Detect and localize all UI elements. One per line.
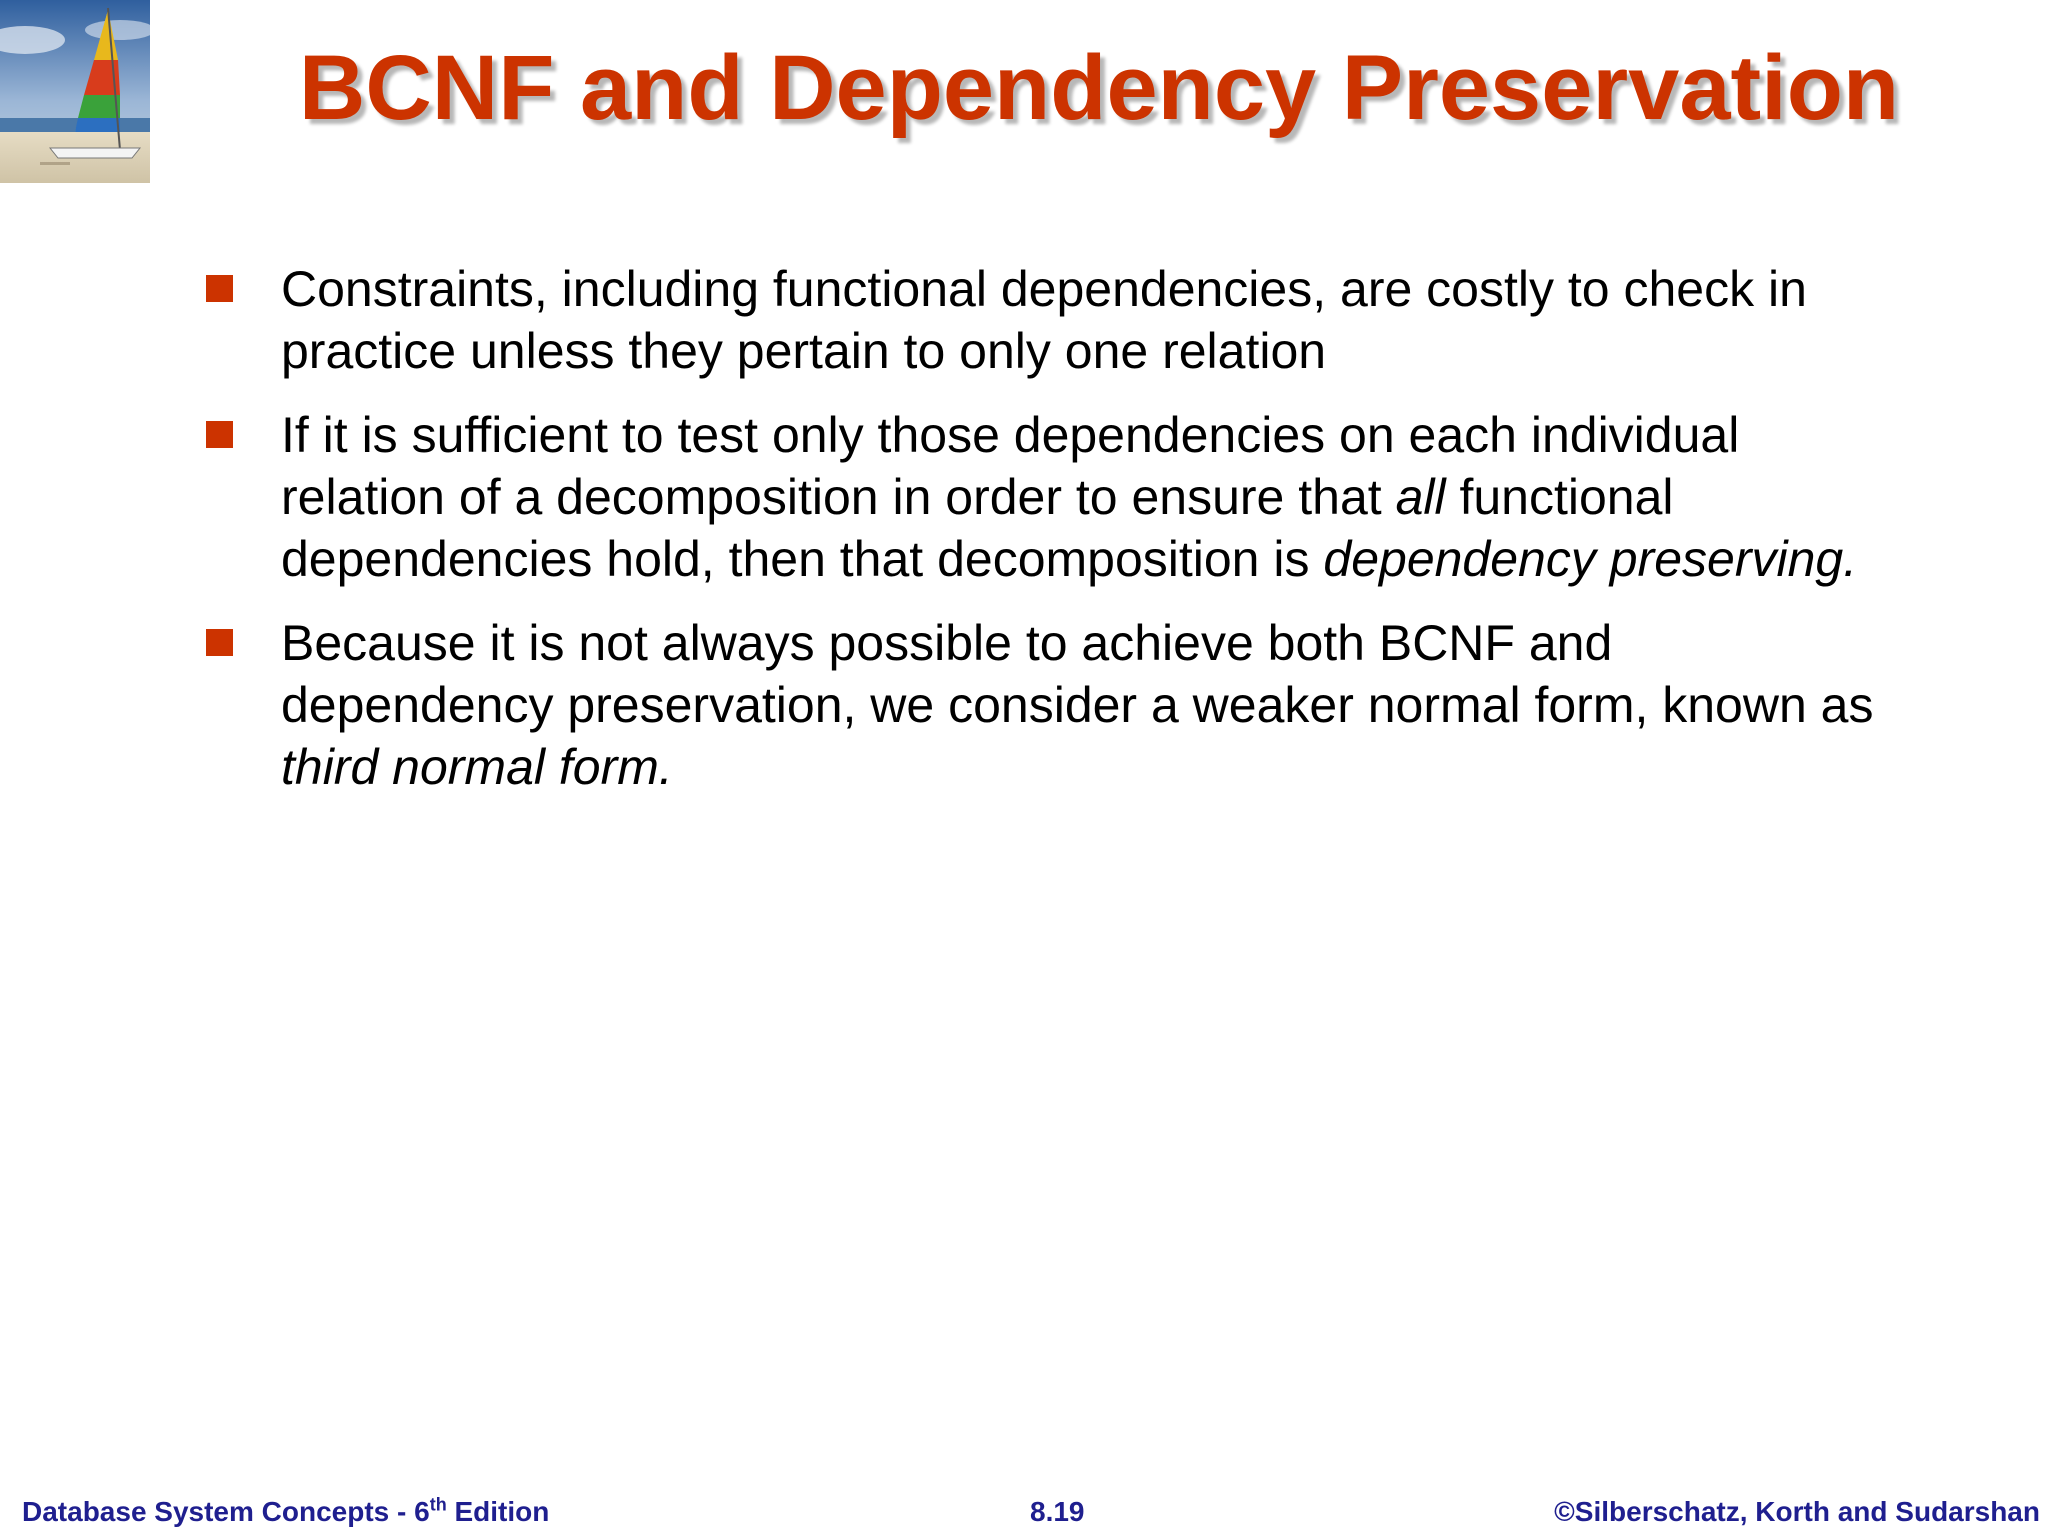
page-number: 8.19 <box>1030 1496 1085 1527</box>
bullet-text: Constraints, including functional dependencies, are costly to check in practice unless they pertain to only one relation <box>281 261 1807 379</box>
footer-copyright: ©Silberschatz, Korth and Sudarshan <box>1554 1496 2040 1527</box>
bullet-list <box>206 258 1886 820</box>
square-bullet-icon <box>206 421 233 448</box>
footer-edition-superscript: th <box>429 1494 447 1515</box>
list-item <box>206 258 1886 382</box>
emphasis-text: third normal form. <box>281 739 673 795</box>
list-item <box>206 612 1886 798</box>
footer-book-title <box>22 1496 549 1528</box>
slide-title: BCNF and Dependency Preservation <box>298 37 1900 139</box>
square-bullet-icon <box>206 275 233 302</box>
footer-book-title-text: Database System Concepts - 6 <box>22 1496 430 1527</box>
emphasis-text: dependency preserving. <box>1323 531 1858 587</box>
bullet-text: functional dependencies hold, then that decomposition is <box>281 469 1674 587</box>
bullet-text: If it is sufficient to test only those dependencies on each individual relation of a decomposition in order to ensure that <box>281 407 1740 525</box>
emphasis-text: all <box>1395 469 1446 525</box>
bullet-text: Because it is not always possible to achieve both BCNF and dependency preservation, we consider a weaker normal form, known as <box>281 615 1874 733</box>
list-item <box>206 404 1886 590</box>
square-bullet-icon <box>206 629 233 656</box>
sailboat-logo-icon <box>0 0 150 183</box>
footer-edition-text: Edition <box>446 1496 550 1527</box>
